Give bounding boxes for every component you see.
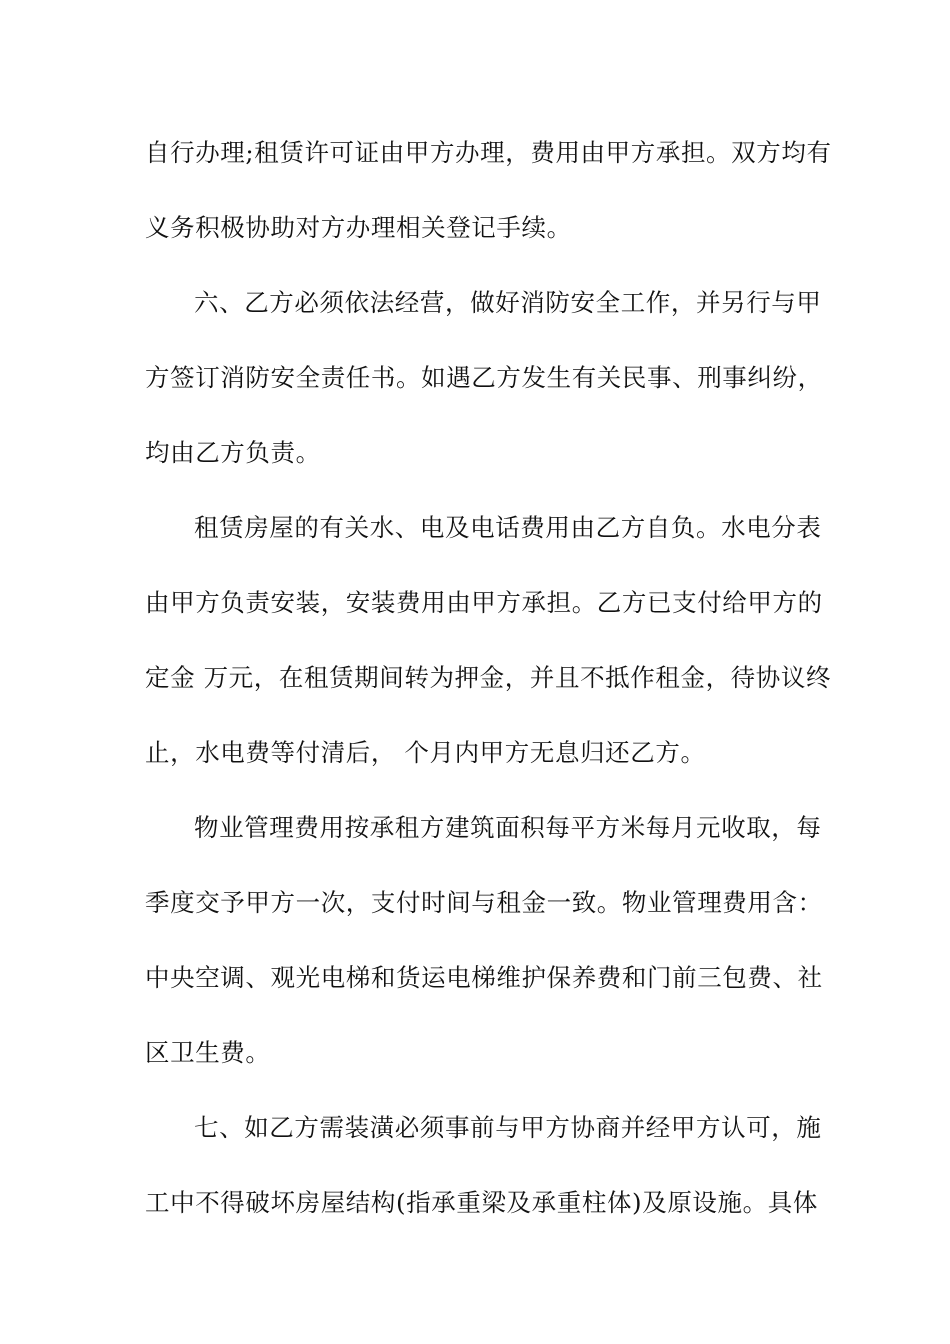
text-line: 中央空调、观光电梯和货运电梯维护保养费和门前三包费、社 [145,963,823,992]
paragraph-start-line: 七、如乙方需装潢必须事前与甲方协商并经甲方认可，施 [194,1113,822,1142]
text-line: 定金 万元，在租赁期间转为押金，并且不抵作租金，待协议终 [145,663,832,692]
text-line: 义务积极协助对方办理相关登记手续。 [145,213,572,242]
paragraph-start-line: 六、乙方必须依法经营，做好消防安全工作，并另行与甲 [194,288,822,317]
text-line: 方签订消防安全责任书。如遇乙方发生有关民事、刑事纠纷， [145,363,823,392]
paragraph-start-line: 租赁房屋的有关水、电及电话费用由乙方自负。水电分表 [194,513,822,542]
text-line: 均由乙方负责。 [145,438,321,467]
text-line: 止，水电费等付清后， 个月内甲方无息归还乙方。 [145,738,706,767]
text-line: 季度交予甲方一次，支付时间与租金一致。物业管理费用含： [145,888,823,917]
text-line: 区卫生费。 [145,1038,271,1067]
text-line: 工中不得破坏房屋结构(指承重梁及承重柱体)及原设施。具体 [145,1188,818,1217]
text-line: 自行办理;租赁许可证由甲方办理，费用由甲方承担。双方均有 [145,138,832,167]
text-line: 由甲方负责安装，安装费用由甲方承担。乙方已支付给甲方的 [145,588,823,617]
paragraph-start-line: 物业管理费用按承租方建筑面积每平方米每月元收取，每 [194,813,822,842]
